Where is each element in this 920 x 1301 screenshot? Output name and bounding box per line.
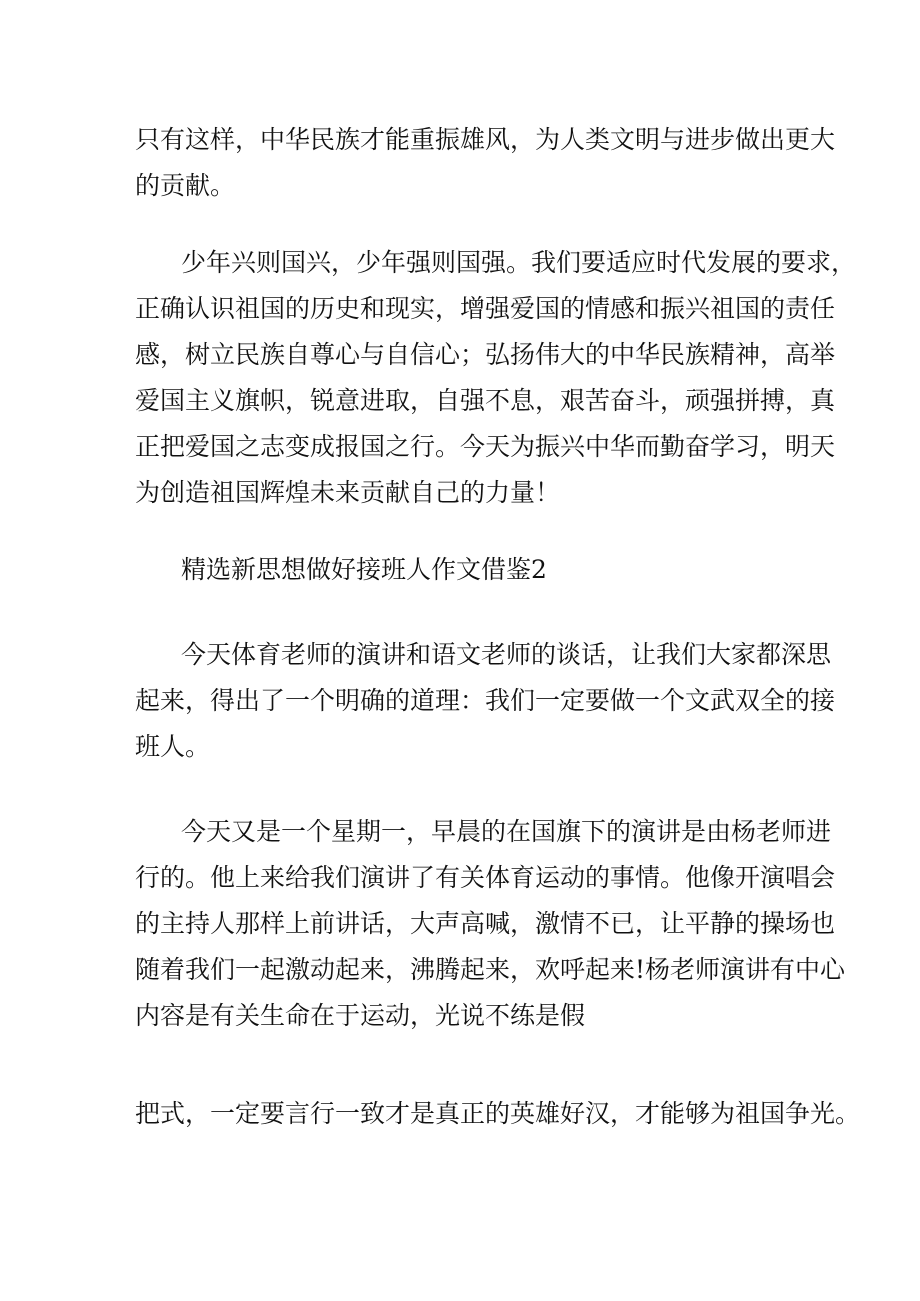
text-line: 的主持人那样上前讲话，大声高喊，激情不已，让平静的操场也 [135, 909, 836, 938]
text-line: 正确认识祖国的历史和现实，增强爱国的情感和振兴祖国的责任 [135, 294, 836, 323]
text-line: 内容是有关生命在于运动，光说不练是假 [135, 1001, 586, 1030]
text-line: 今天体育老师的演讲和语文老师的谈话，让我们大家都深思 [181, 640, 832, 669]
text-line: 随着我们一起激动起来，沸腾起来，欢呼起来!杨老师演讲有中心 [135, 955, 846, 984]
text-line: 行的。他上来给我们演讲了有关体育运动的事情。他像开演唱会 [135, 863, 836, 892]
text-line: 正把爱国之志变成报国之行。今天为振兴中华而勤奋学习，明天 [135, 432, 836, 461]
text-line: 爱国主义旗帜，锐意进取，自强不息，艰苦奋斗，顽强拼搏，真 [135, 386, 836, 415]
text-line: 少年兴则国兴，少年强则国强。我们要适应时代发展的要求， [181, 248, 857, 277]
text-line: 为创造祖国辉煌未来贡献自己的力量！ [135, 478, 561, 507]
text-line: 班人。 [135, 732, 211, 761]
text-line: 只有这样，中华民族才能重振雄风，为人类文明与进步做出更大 [135, 125, 836, 154]
heading-text: 精选新思想做好接班人作文借鉴2 [181, 555, 547, 584]
text-line: 把式，一定要言行一致才是真正的英雄好汉，才能够为祖国争光。 [135, 1099, 861, 1128]
text-line: 今天又是一个星期一，早晨的在国旗下的演讲是由杨老师进 [181, 817, 832, 846]
text-line: 感，树立民族自尊心与自信心；弘扬伟大的中华民族精神，高举 [135, 340, 836, 369]
text-line: 的贡献。 [135, 171, 236, 200]
text-line: 起来，得出了一个明确的道理：我们一定要做一个文武双全的接 [135, 686, 836, 715]
